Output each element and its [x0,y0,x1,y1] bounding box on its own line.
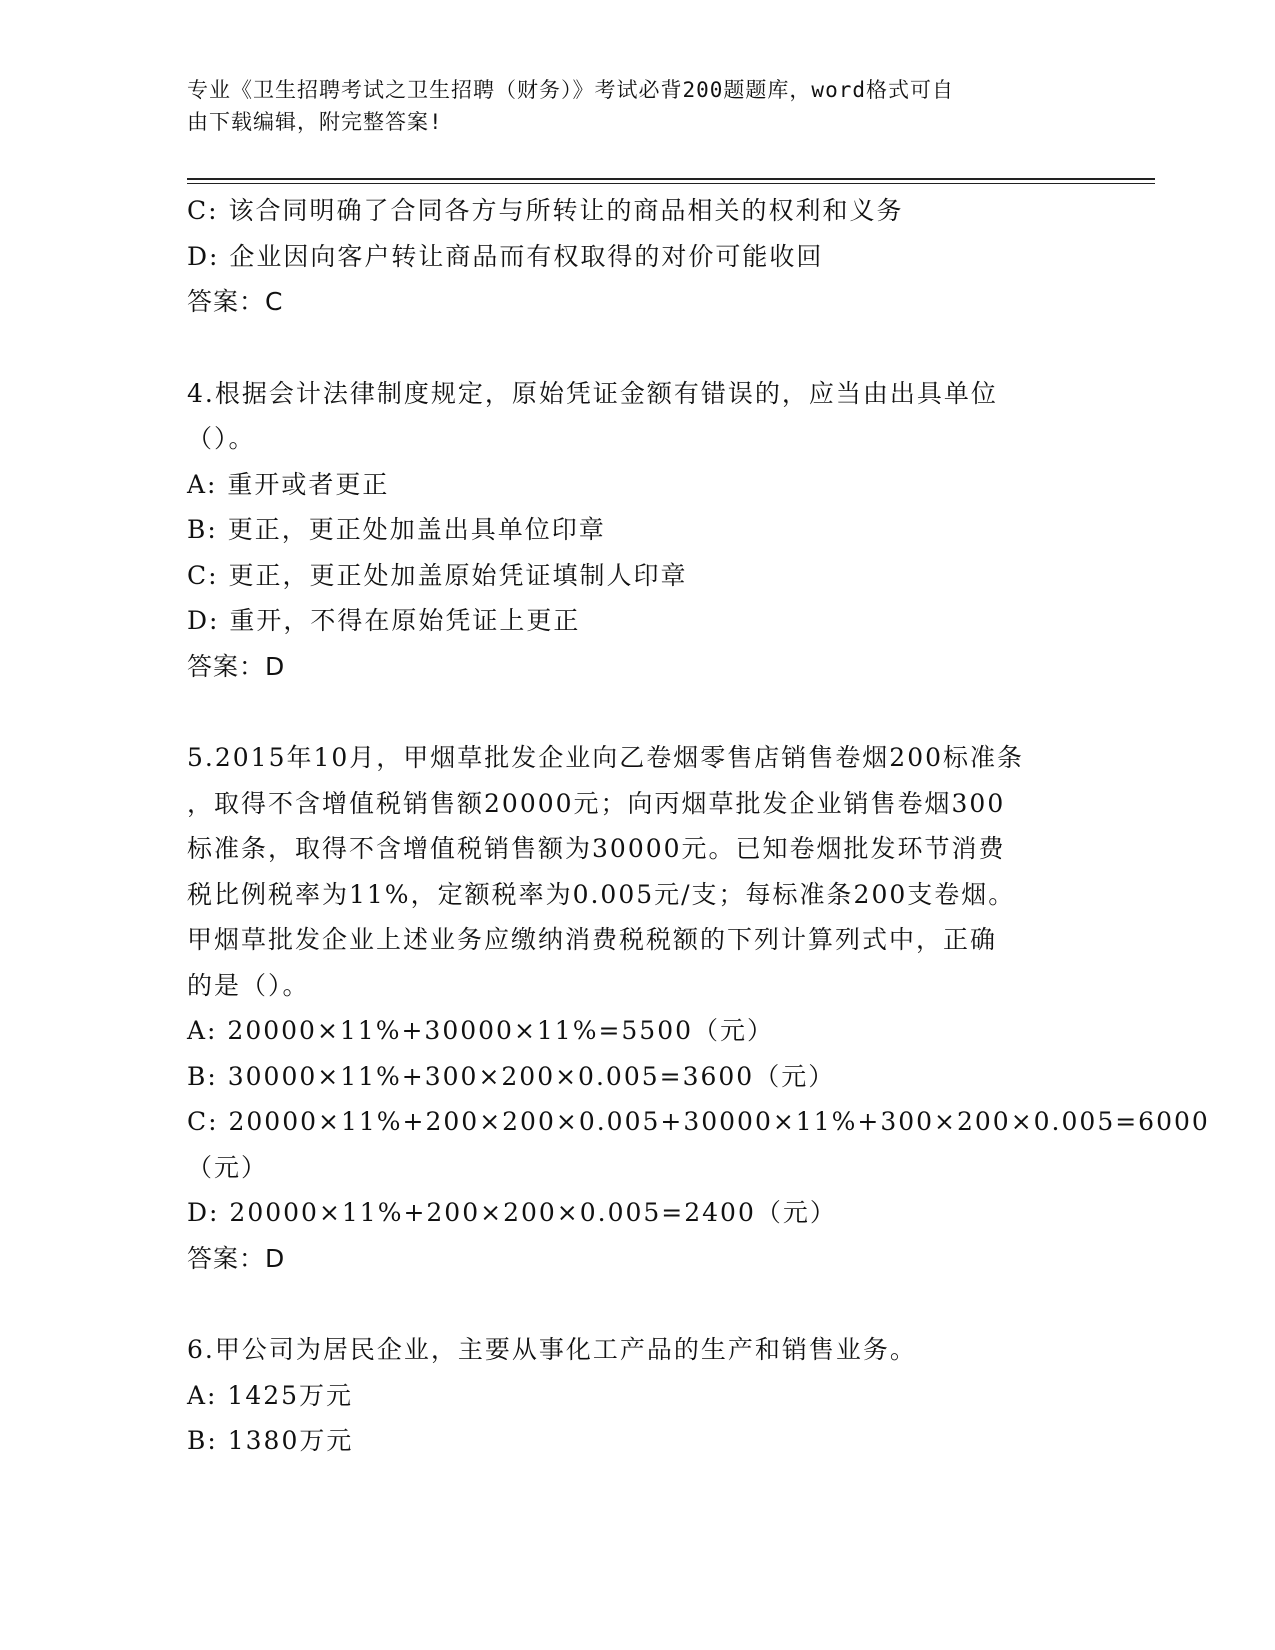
q3-option-d: D: 企业因向客户转让商品而有权取得的对价可能收回 [187,241,824,271]
q4-stem-line-2: （）。 [187,424,256,453]
spacer [187,689,1087,735]
q6-stem-line-1: 6.甲公司为居民企业，主要从事化工产品的生产和销售业务。 [187,1335,917,1364]
header-line-2: 由下载编辑，附完整答案! [187,110,443,134]
q4-stem-line-1: 4.根据会计法律制度规定，原始凭证金额有错误的，应当由出具单位 [187,378,998,408]
question-5 [187,735,1210,1281]
q4-option-c: C: 更正，更正处加盖原始凭证填制人印章 [187,560,688,590]
q5-answer: 答案：D [187,1243,286,1273]
document-body [187,188,1210,1464]
q4-answer: 答案：D [187,651,286,681]
spacer [187,325,1087,371]
question-4 [187,371,1087,690]
q5-option-b: B: 30000×11%+300×200×0.005=3600（元） [187,1061,836,1091]
q5-stem-line-6: 的是（）。 [187,970,310,1000]
q5-stem-line-2: ，取得不含增值税销售额20000元；向丙烟草批发企业销售卷烟300 [187,788,1006,818]
q4-option-b: B: 更正，更正处加盖出具单位印章 [187,515,606,544]
q5-stem-line-3: 标准条，取得不含增值税销售额为30000元。已知卷烟批发环节消费 [187,834,1006,863]
q5-option-a: A: 20000×11%+30000×11%=5500（元） [187,1016,775,1045]
header-divider [187,178,1155,184]
q5-option-d: D: 20000×11%+200×200×0.005=2400（元） [187,1198,837,1227]
q5-stem-line-5: 甲烟草批发企业上述业务应缴纳消费税税额的下列计算列式中，正确 [187,925,998,954]
q3-answer: 答案：C [187,287,284,316]
q6-option-a: A: 1425万元 [187,1380,354,1410]
spacer [187,1281,1087,1327]
header-line-1: 专业《卫生招聘考试之卫生招聘（财务）》考试必背200题题库，word格式可自 [187,78,954,102]
question-3-tail [187,188,1087,325]
q4-option-a: A: 重开或者更正 [187,469,390,499]
q5-option-c-line-1: C: 20000×11%+200×200×0.005+30000×11%+300×200×0.005=6000 [187,1107,1210,1136]
q6-option-b: B: 1380万元 [187,1426,354,1455]
q5-stem-line-1: 5.2015年10月，甲烟草批发企业向乙卷烟零售店销售卷烟200标准条 [187,743,1025,772]
q3-option-c: C: 该合同明确了合同各方与所转让的商品相关的权利和义务 [187,196,904,225]
q5-option-c-line-2: （元） [187,1152,269,1182]
question-6 [187,1327,1087,1464]
q4-option-d: D: 重开，不得在原始凭证上更正 [187,606,581,635]
q5-stem-line-4: 税比例税率为11%，定额税率为0.005元/支；每标准条200支卷烟。 [187,879,1016,909]
document-header [187,74,1087,138]
